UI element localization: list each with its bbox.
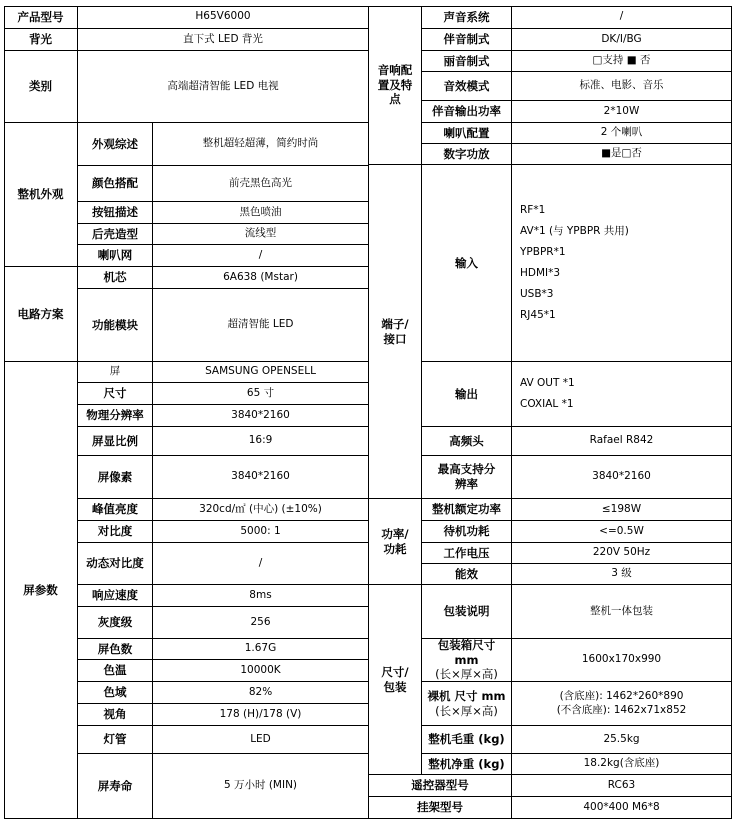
temp-label: 色温 (78, 660, 153, 682)
effect-label: 音效模式 (422, 72, 512, 101)
tuner-label: 高频头 (422, 427, 512, 456)
box-size-label-line1: 包装箱尺寸 mm (437, 637, 496, 667)
size-value: 65 寸 (153, 383, 369, 405)
brightness-label: 峰值亮度 (78, 499, 153, 521)
angle-value: 178 (H)/178 (V) (153, 704, 369, 726)
remote-value: RC63 (512, 775, 732, 797)
gamut-value: 82% (153, 682, 369, 704)
input-item: YPBPR*1 (520, 246, 566, 258)
color-value: 前壳黑色高光 (153, 166, 369, 202)
response-value: 8ms (153, 585, 369, 607)
backlight-label: 背光 (4, 29, 78, 51)
audio-group: 音响配置及特点 (369, 6, 422, 165)
gray-label: 灰度级 (78, 607, 153, 639)
box-size-value: 1600x170x990 (512, 639, 732, 682)
sound-sys-label: 声音系统 (422, 6, 512, 29)
accomp-power-value: 2*10W (512, 101, 732, 123)
io-group: 端子/接口 (369, 165, 422, 499)
speaker-grill-label: 喇叭网 (78, 245, 153, 267)
max-res-value: 3840*2160 (512, 456, 732, 499)
ratio-label: 屏显比例 (78, 427, 153, 456)
pixels-value: 3840*2160 (153, 456, 369, 499)
gamut-label: 色域 (78, 682, 153, 704)
pack-label: 包装说明 (422, 585, 512, 639)
tuner-value: Rafael R842 (512, 427, 732, 456)
lamp-label: 灯管 (78, 726, 153, 754)
chip-value: 6A638 (Mstar) (153, 267, 369, 289)
speaker-cfg-label: 喇叭配置 (422, 123, 512, 144)
voltage-value: 220V 50Hz (512, 543, 732, 564)
standby-value: <=0.5W (512, 521, 732, 543)
backlight-value: 直下式 LED 背光 (78, 29, 369, 51)
power-group: 功率/功耗 (369, 499, 422, 585)
output-list (512, 362, 732, 427)
back-value: 流线型 (153, 224, 369, 245)
button-value: 黑色喷油 (153, 202, 369, 224)
angle-label: 视角 (78, 704, 153, 726)
appearance-group: 整机外观 (4, 123, 78, 267)
contrast-value: 5000: 1 (153, 521, 369, 543)
net-weight-label: 整机净重 (kg) (422, 754, 512, 775)
digital-amp-value: ■是□否 (512, 144, 732, 165)
back-label: 后壳造型 (78, 224, 153, 245)
chip-label: 机芯 (78, 267, 153, 289)
bare-size-with-stand: (含底座): 1462*260*890 (559, 689, 684, 702)
bare-size-label-line1: 裸机 尺寸 mm (427, 688, 506, 703)
input-item: USB*3 (520, 288, 554, 300)
life-label: 屏寿命 (78, 754, 153, 819)
dyn-contrast-label: 动态对比度 (78, 543, 153, 585)
remote-label: 遥控器型号 (369, 775, 512, 797)
panel-value: SAMSUNG OPENSELL (153, 362, 369, 383)
response-label: 响应速度 (78, 585, 153, 607)
input-item: HDMI*3 (520, 267, 561, 279)
size-group: 尺寸/包装 (369, 585, 422, 775)
colors-value: 1.67G (153, 639, 369, 660)
contrast-label: 对比度 (78, 521, 153, 543)
category-label: 类别 (4, 51, 78, 123)
colors-label: 屏色数 (78, 639, 153, 660)
input-item: AV*1 (与 YPBPR 共用) (520, 225, 629, 237)
color-label: 颜色搭配 (78, 166, 153, 202)
output-item: AV OUT *1 (520, 377, 575, 389)
speaker-cfg-value: 2 个喇叭 (512, 123, 732, 144)
mount-label: 挂架型号 (369, 797, 512, 819)
input-item: RF*1 (520, 204, 546, 216)
output-label: 输出 (422, 362, 512, 427)
ratio-value: 16:9 (153, 427, 369, 456)
appearance-desc-value: 整机超轻超薄，简约时尚 (153, 123, 369, 166)
circuit-group: 电路方案 (4, 267, 78, 362)
bare-size-label (422, 682, 512, 726)
gross-weight-label: 整机毛重 (kg) (422, 726, 512, 754)
temp-value: 10000K (153, 660, 369, 682)
rated-power-label: 整机额定功率 (422, 499, 512, 521)
panel-label: 屏 (78, 362, 153, 383)
lamp-value: LED (153, 726, 369, 754)
gross-weight-value: 25.5kg (512, 726, 732, 754)
net-weight-value: 18.2kg(含底座) (512, 754, 732, 775)
rated-power-value: ≤198W (512, 499, 732, 521)
dyn-contrast-value: / (153, 543, 369, 585)
dual-value: □支持 ■ 否 (512, 51, 732, 72)
input-item: RJ45*1 (520, 309, 556, 321)
module-label: 功能模块 (78, 289, 153, 362)
effect-value: 标准、电影、音乐 (512, 72, 732, 101)
bare-size-without-stand: (不含底座): 1462x71x852 (556, 703, 687, 716)
category-value: 高端超清智能 LED 电视 (78, 51, 369, 123)
pixels-label: 屏像素 (78, 456, 153, 499)
energy-label: 能效 (422, 564, 512, 585)
output-item: COXIAL *1 (520, 398, 574, 410)
pack-value: 整机一体包装 (512, 585, 732, 639)
accomp-value: DK/I/BG (512, 29, 732, 51)
max-res-label: 最高支持分辨率 (422, 456, 512, 499)
phys-res-value: 3840*2160 (153, 405, 369, 427)
accomp-label: 伴音制式 (422, 29, 512, 51)
input-list (512, 165, 732, 362)
box-size-label-line2: (长×厚×高) (435, 667, 498, 682)
box-size-label (422, 639, 512, 682)
model-label: 产品型号 (4, 6, 78, 29)
phys-res-label: 物理分辨率 (78, 405, 153, 427)
accomp-power-label: 伴音输出功率 (422, 101, 512, 123)
energy-value: 3 级 (512, 564, 732, 585)
mount-value: 400*400 M6*8 (512, 797, 732, 819)
brightness-value: 320cd/㎡ (中心) (±10%) (153, 499, 369, 521)
voltage-label: 工作电压 (422, 543, 512, 564)
module-value: 超清智能 LED (153, 289, 369, 362)
bare-size-label-line2: (长×厚×高) (435, 703, 498, 718)
life-value: 5 万小时 (MIN) (153, 754, 369, 819)
model-value: H65V6000 (78, 6, 369, 29)
speaker-grill-value: / (153, 245, 369, 267)
screen-group: 屏参数 (4, 362, 78, 819)
dual-label: 丽音制式 (422, 51, 512, 72)
button-label: 按钮描述 (78, 202, 153, 224)
sound-sys-value: / (512, 6, 732, 29)
standby-label: 待机功耗 (422, 521, 512, 543)
gray-value: 256 (153, 607, 369, 639)
appearance-desc-label: 外观综述 (78, 123, 153, 166)
bare-size-value (512, 682, 732, 726)
size-label: 尺寸 (78, 383, 153, 405)
digital-amp-label: 数字功放 (422, 144, 512, 165)
input-label: 输入 (422, 165, 512, 362)
